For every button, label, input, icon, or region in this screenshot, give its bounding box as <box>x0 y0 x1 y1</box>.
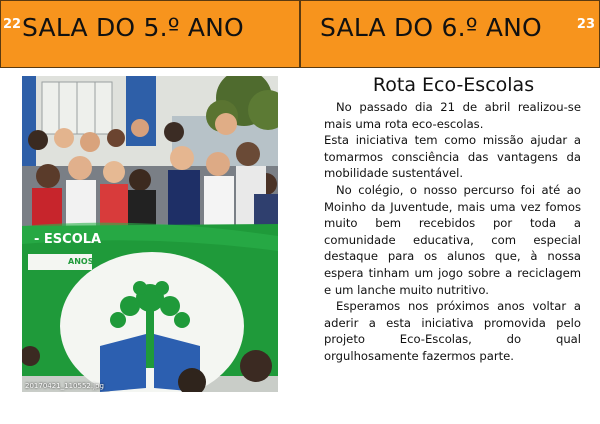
left-page-number: 22 <box>3 17 22 32</box>
right-page-number: 23 <box>576 17 595 32</box>
article-paragraph: Esperamos nos próximos anos voltar a aderir a esta iniciativa promovida pelo projeto Eco-Escolas, do qual orgulhosamente fazermos parte. <box>324 299 581 363</box>
article-paragraph: Esta iniciativa tem como missão ajudar a tomarmos consciência das vantagens da mobilidade sustentável. <box>324 133 581 181</box>
class-photo <box>22 76 278 392</box>
article-paragraph: No colégio, o nosso percurso foi até ao Moinho da Juventude, mais uma vez fomos muito bem recebidos por toda a comunidade educativa, com especial destaque para os alunos que, à nossa espera tinham um jogo sobre a reciclagem e um lanche muito nutritivo. <box>324 182 581 297</box>
right-banner <box>300 0 600 68</box>
article-title: Rota Eco-Escolas <box>372 74 535 96</box>
flag-small-text: ANOS <box>68 257 94 266</box>
article <box>324 74 581 365</box>
flag-text: - ESCOLA <box>34 232 102 247</box>
article-paragraph: No passado dia 21 de abril realizou-se mais uma rota eco-escolas. <box>324 100 581 131</box>
right-banner-title: SALA DO 6.º ANO <box>320 13 542 42</box>
left-banner <box>0 0 300 68</box>
left-banner-title: SALA DO 5.º ANO <box>22 13 244 42</box>
photo-caption: 20170421_110552.jpg <box>25 382 104 390</box>
